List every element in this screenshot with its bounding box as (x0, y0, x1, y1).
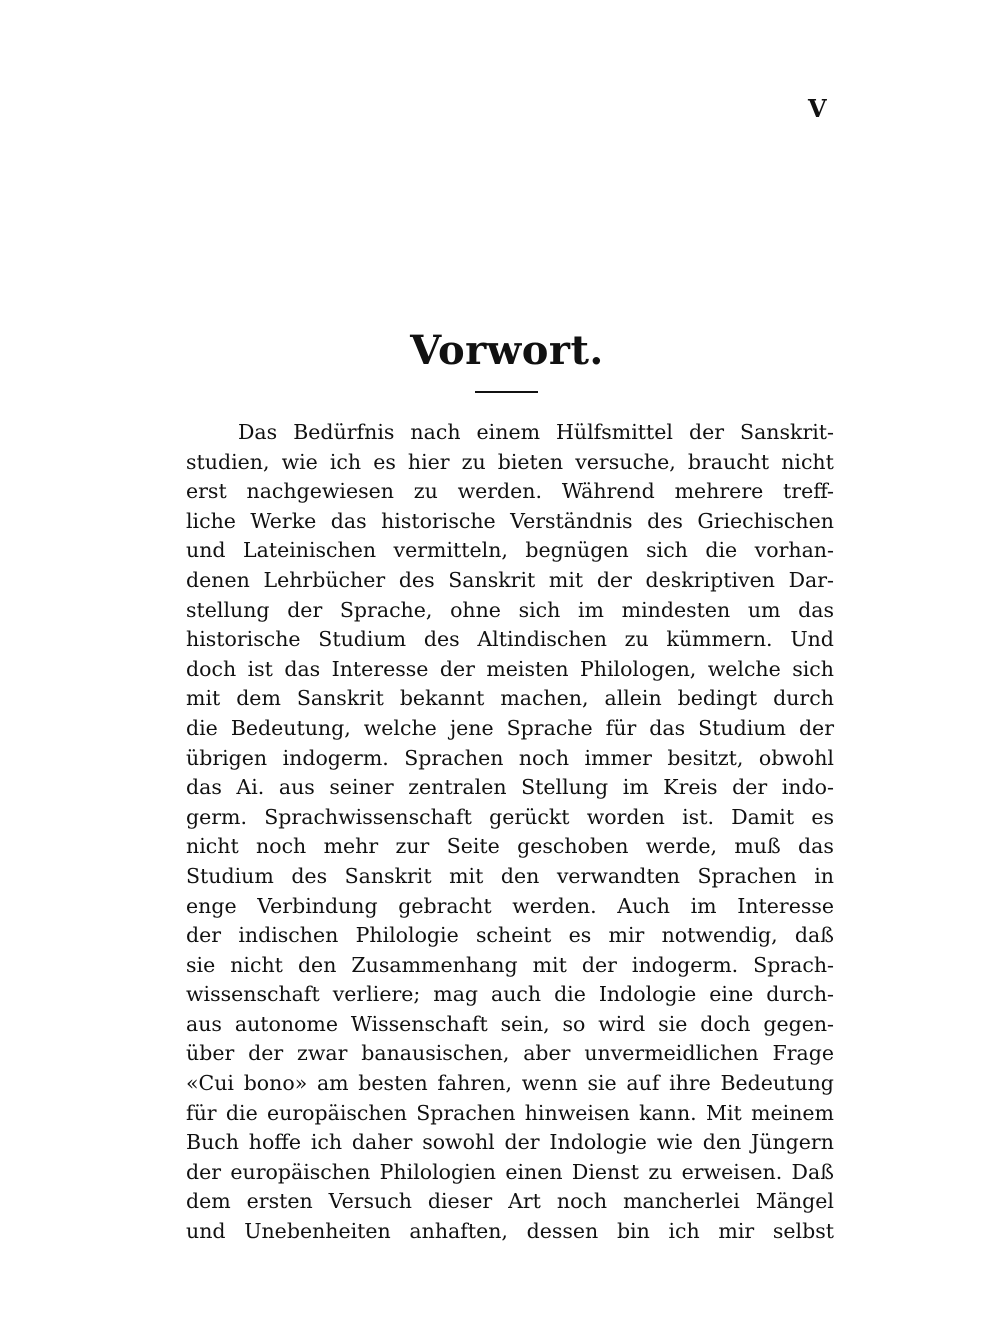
paragraph-line: dem ersten Versuch dieser Art noch mancherlei Mängel (186, 1189, 834, 1214)
title-divider (475, 391, 538, 393)
paragraph-line: Buch hoffe ich daher sowohl der Indologie wie den Jüngern (186, 1130, 834, 1155)
paragraph-line: Studium des Sanskrit mit den verwandten Sprachen in (186, 863, 834, 888)
paragraph-line: liche Werke das historische Verständnis des Griechischen (186, 508, 834, 533)
paragraph-line: das Ai. aus seiner zentralen Stellung im Kreis der indo- (186, 775, 834, 800)
chapter-title (0, 327, 1000, 374)
page-number: V (808, 94, 827, 123)
paragraph-line: wissenschaft verliere; mag auch die Indologie eine durch- (186, 982, 834, 1007)
paragraph-line: doch ist das Interesse der meisten Philologen, welche sich (186, 656, 834, 681)
paragraph-line: nicht noch mehr zur Seite geschoben werde, muß das (186, 834, 834, 859)
paragraph-line: der europäischen Philologien einen Dienst zu erweisen. Daß (186, 1159, 834, 1184)
paragraph-line: erst nachgewiesen zu werden. Während mehrere treff- (186, 479, 834, 504)
preface-paragraph (186, 418, 834, 1247)
paragraph-line: Das Bedürfnis nach einem Hülfsmittel der Sanskrit- (238, 420, 834, 444)
paragraph-line: mit dem Sanskrit bekannt machen, allein bedingt durch (186, 686, 834, 711)
paragraph-line: enge Verbindung gebracht werden. Auch im Interesse (186, 893, 834, 918)
paragraph-line: für die europäischen Sprachen hinweisen kann. Mit meinem (186, 1100, 834, 1125)
paragraph-line: über der zwar banausischen, aber unvermeidlichen Frage (186, 1041, 834, 1066)
paragraph-line: denen Lehrbücher des Sanskrit mit der deskriptiven Dar- (186, 567, 834, 592)
paragraph-line: historische Studium des Altindischen zu kümmern. Und (186, 627, 834, 652)
paragraph-line: und Unebenheiten anhaften, dessen bin ich mir selbst (186, 1219, 834, 1244)
paragraph-line: und Lateinischen vermitteln, begnügen sich die vorhan- (186, 538, 834, 563)
paragraph-line: germ. Sprachwissenschaft gerückt worden ist. Damit es (186, 804, 834, 829)
paragraph-line: der indischen Philologie scheint es mir notwendig, daß (186, 923, 834, 948)
paragraph-line: studien, wie ich es hier zu bieten versuche, braucht nicht (186, 449, 834, 474)
paragraph-line: aus autonome Wissenschaft sein, so wird sie doch gegen- (186, 1011, 834, 1036)
paragraph-line: «Cui bono» am besten fahren, wenn sie auf ihre Bedeutung (186, 1071, 834, 1096)
paragraph-line: übrigen indogerm. Sprachen noch immer besitzt, obwohl (186, 745, 834, 770)
chapter-title-text: Vorwort. (410, 327, 604, 374)
paragraph-line: sie nicht den Zusammenhang mit der indogerm. Sprach- (186, 952, 834, 977)
paragraph-line: die Bedeutung, welche jene Sprache für das Studium der (186, 715, 834, 740)
paragraph-line: stellung der Sprache, ohne sich im mindesten um das (186, 597, 834, 622)
